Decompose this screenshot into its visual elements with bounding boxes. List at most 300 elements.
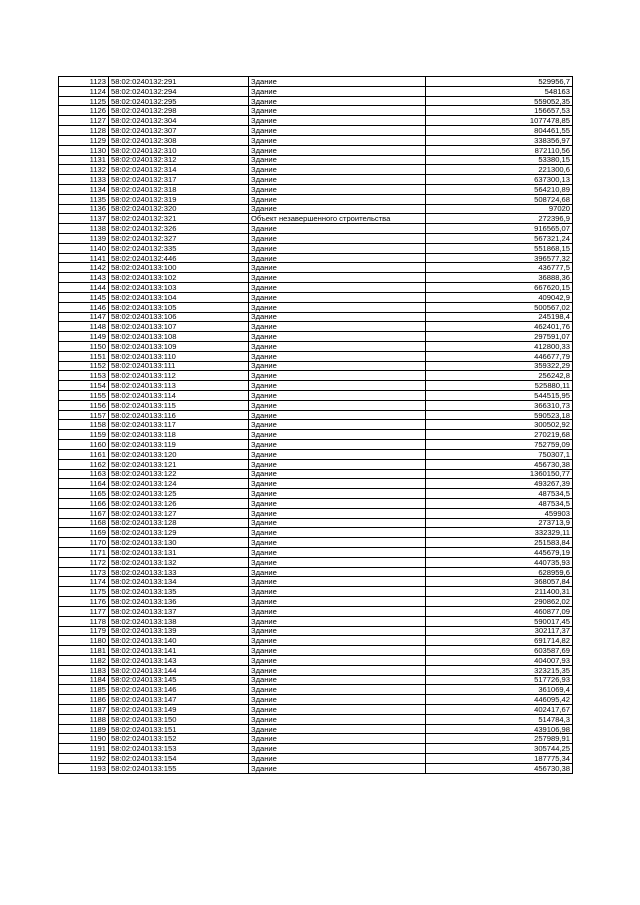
row-number-cell: 1131 bbox=[59, 155, 109, 165]
object-type-cell: Здание bbox=[249, 371, 426, 381]
object-type-cell: Здание bbox=[249, 106, 426, 116]
row-number-cell: 1158 bbox=[59, 420, 109, 430]
cadastral-number-cell: 58:02:0240133:127 bbox=[109, 508, 249, 518]
object-type-cell: Здание bbox=[249, 175, 426, 185]
object-type-cell: Здание bbox=[249, 86, 426, 96]
cadastral-number-cell: 58:02:0240132:320 bbox=[109, 204, 249, 214]
cadastral-number-cell: 58:02:0240133:120 bbox=[109, 449, 249, 459]
row-number-cell: 1133 bbox=[59, 175, 109, 185]
table-row bbox=[59, 341, 573, 351]
table-row bbox=[59, 126, 573, 136]
object-type-cell: Здание bbox=[249, 351, 426, 361]
table-row bbox=[59, 587, 573, 597]
cadastral-number-cell: 58:02:0240133:128 bbox=[109, 518, 249, 528]
cadastral-number-cell: 58:02:0240132:314 bbox=[109, 165, 249, 175]
object-type-cell: Здание bbox=[249, 616, 426, 626]
cadastral-value-cell: 567321,24 bbox=[426, 234, 573, 244]
row-number-cell: 1176 bbox=[59, 597, 109, 607]
table-row bbox=[59, 646, 573, 656]
cadastral-number-cell: 58:02:0240133:102 bbox=[109, 273, 249, 283]
object-type-cell: Здание bbox=[249, 636, 426, 646]
cadastral-number-cell: 58:02:0240132:321 bbox=[109, 214, 249, 224]
row-number-cell: 1137 bbox=[59, 214, 109, 224]
cadastral-value-cell: 487534,5 bbox=[426, 498, 573, 508]
table-row bbox=[59, 430, 573, 440]
table-row bbox=[59, 724, 573, 734]
cadastral-number-cell: 58:02:0240132:304 bbox=[109, 116, 249, 126]
cadastral-number-cell: 58:02:0240132:317 bbox=[109, 175, 249, 185]
object-type-cell: Здание bbox=[249, 498, 426, 508]
row-number-cell: 1136 bbox=[59, 204, 109, 214]
object-type-cell: Здание bbox=[249, 243, 426, 253]
row-number-cell: 1152 bbox=[59, 361, 109, 371]
row-number-cell: 1160 bbox=[59, 440, 109, 450]
row-number-cell: 1147 bbox=[59, 312, 109, 322]
table-row bbox=[59, 184, 573, 194]
cadastral-value-cell: 436777,5 bbox=[426, 263, 573, 273]
row-number-cell: 1139 bbox=[59, 234, 109, 244]
cadastral-number-cell: 58:02:0240133:145 bbox=[109, 675, 249, 685]
row-number-cell: 1124 bbox=[59, 86, 109, 96]
object-type-cell: Здание bbox=[249, 224, 426, 234]
object-type-cell: Здание bbox=[249, 96, 426, 106]
object-type-cell: Здание bbox=[249, 322, 426, 332]
cadastral-value-cell: 446677,79 bbox=[426, 351, 573, 361]
cadastral-value-cell: 517726,93 bbox=[426, 675, 573, 685]
cadastral-value-cell: 211400,31 bbox=[426, 587, 573, 597]
object-type-cell: Здание bbox=[249, 548, 426, 558]
row-number-cell: 1123 bbox=[59, 77, 109, 87]
object-type-cell: Здание bbox=[249, 567, 426, 577]
object-type-cell: Здание bbox=[249, 253, 426, 263]
cadastral-number-cell: 58:02:0240133:153 bbox=[109, 744, 249, 754]
row-number-cell: 1181 bbox=[59, 646, 109, 656]
table-row bbox=[59, 371, 573, 381]
table-row bbox=[59, 175, 573, 185]
cadastral-number-cell: 58:02:0240133:136 bbox=[109, 597, 249, 607]
object-type-cell: Здание bbox=[249, 263, 426, 273]
object-type-cell: Здание bbox=[249, 459, 426, 469]
table-row bbox=[59, 86, 573, 96]
object-type-cell: Здание bbox=[249, 292, 426, 302]
object-type-cell: Здание bbox=[249, 665, 426, 675]
table-body bbox=[59, 77, 573, 774]
table-row bbox=[59, 508, 573, 518]
table-row bbox=[59, 479, 573, 489]
cadastral-value-cell: 245198,4 bbox=[426, 312, 573, 322]
object-type-cell: Здание bbox=[249, 410, 426, 420]
cadastral-value-cell: 221300,6 bbox=[426, 165, 573, 175]
cadastral-number-cell: 58:02:0240132:319 bbox=[109, 194, 249, 204]
table-row bbox=[59, 194, 573, 204]
object-type-cell: Здание bbox=[249, 744, 426, 754]
table-row bbox=[59, 449, 573, 459]
table-row bbox=[59, 283, 573, 293]
row-number-cell: 1127 bbox=[59, 116, 109, 126]
cadastral-value-cell: 603587,69 bbox=[426, 646, 573, 656]
cadastral-number-cell: 58:02:0240133:115 bbox=[109, 400, 249, 410]
row-number-cell: 1141 bbox=[59, 253, 109, 263]
cadastral-value-cell: 548163 bbox=[426, 86, 573, 96]
cadastral-value-cell: 544515,95 bbox=[426, 391, 573, 401]
cadastral-number-cell: 58:02:0240133:108 bbox=[109, 332, 249, 342]
object-type-cell: Здание bbox=[249, 430, 426, 440]
cadastral-value-cell: 445679,19 bbox=[426, 548, 573, 558]
cadastral-number-cell: 58:02:0240133:150 bbox=[109, 714, 249, 724]
cadastral-number-cell: 58:02:0240133:141 bbox=[109, 646, 249, 656]
row-number-cell: 1170 bbox=[59, 538, 109, 548]
row-number-cell: 1154 bbox=[59, 381, 109, 391]
row-number-cell: 1192 bbox=[59, 754, 109, 764]
object-type-cell: Здание bbox=[249, 606, 426, 616]
cadastral-value-cell: 300502,92 bbox=[426, 420, 573, 430]
table-row bbox=[59, 489, 573, 499]
cadastral-value-cell: 440735,93 bbox=[426, 557, 573, 567]
cadastral-value-cell: 338356,97 bbox=[426, 135, 573, 145]
object-type-cell: Здание bbox=[249, 518, 426, 528]
cadastral-number-cell: 58:02:0240133:140 bbox=[109, 636, 249, 646]
object-type-cell: Здание bbox=[249, 754, 426, 764]
table-row bbox=[59, 606, 573, 616]
object-type-cell: Здание bbox=[249, 538, 426, 548]
table-row bbox=[59, 155, 573, 165]
cadastral-value-cell: 590523,18 bbox=[426, 410, 573, 420]
cadastral-value-cell: 508724,68 bbox=[426, 194, 573, 204]
cadastral-number-cell: 58:02:0240132:326 bbox=[109, 224, 249, 234]
row-number-cell: 1140 bbox=[59, 243, 109, 253]
cadastral-value-cell: 272396,9 bbox=[426, 214, 573, 224]
object-type-cell: Объект незавершенного строительства bbox=[249, 214, 426, 224]
cadastral-number-cell: 58:02:0240132:312 bbox=[109, 155, 249, 165]
cadastral-number-cell: 58:02:0240132:446 bbox=[109, 253, 249, 263]
row-number-cell: 1125 bbox=[59, 96, 109, 106]
row-number-cell: 1186 bbox=[59, 695, 109, 705]
row-number-cell: 1159 bbox=[59, 430, 109, 440]
cadastral-value-cell: 36888,36 bbox=[426, 273, 573, 283]
row-number-cell: 1180 bbox=[59, 636, 109, 646]
cadastral-number-cell: 58:02:0240133:138 bbox=[109, 616, 249, 626]
cadastral-value-cell: 590017,45 bbox=[426, 616, 573, 626]
cadastral-value-cell: 256242,8 bbox=[426, 371, 573, 381]
cadastral-value-cell: 97020 bbox=[426, 204, 573, 214]
cadastral-value-cell: 305744,25 bbox=[426, 744, 573, 754]
table-row bbox=[59, 685, 573, 695]
cadastral-value-cell: 273713,9 bbox=[426, 518, 573, 528]
object-type-cell: Здание bbox=[249, 646, 426, 656]
cadastral-number-cell: 58:02:0240133:133 bbox=[109, 567, 249, 577]
cadastral-number-cell: 58:02:0240133:135 bbox=[109, 587, 249, 597]
cadastral-value-cell: 368057,84 bbox=[426, 577, 573, 587]
table-row bbox=[59, 253, 573, 263]
cadastral-number-cell: 58:02:0240133:107 bbox=[109, 322, 249, 332]
cadastral-value-cell: 462401,76 bbox=[426, 322, 573, 332]
cadastral-value-cell: 691714,82 bbox=[426, 636, 573, 646]
cadastral-number-cell: 58:02:0240132:294 bbox=[109, 86, 249, 96]
table-row bbox=[59, 440, 573, 450]
row-number-cell: 1153 bbox=[59, 371, 109, 381]
cadastral-value-cell: 439106,98 bbox=[426, 724, 573, 734]
table-row bbox=[59, 106, 573, 116]
cadastral-value-cell: 916565,07 bbox=[426, 224, 573, 234]
table-row bbox=[59, 754, 573, 764]
cadastral-value-cell: 500567,02 bbox=[426, 302, 573, 312]
cadastral-value-cell: 460877,09 bbox=[426, 606, 573, 616]
object-type-cell: Здание bbox=[249, 204, 426, 214]
cadastral-number-cell: 58:02:0240133:100 bbox=[109, 263, 249, 273]
cadastral-number-cell: 58:02:0240133:124 bbox=[109, 479, 249, 489]
cadastral-value-cell: 404007,93 bbox=[426, 655, 573, 665]
object-type-cell: Здание bbox=[249, 440, 426, 450]
cadastral-number-cell: 58:02:0240132:291 bbox=[109, 77, 249, 87]
object-type-cell: Здание bbox=[249, 714, 426, 724]
cadastral-number-cell: 58:02:0240133:139 bbox=[109, 626, 249, 636]
table-row bbox=[59, 420, 573, 430]
object-type-cell: Здание bbox=[249, 126, 426, 136]
cadastral-number-cell: 58:02:0240132:318 bbox=[109, 184, 249, 194]
cadastral-number-cell: 58:02:0240133:137 bbox=[109, 606, 249, 616]
table-row bbox=[59, 469, 573, 479]
cadastral-value-cell: 514784,3 bbox=[426, 714, 573, 724]
row-number-cell: 1168 bbox=[59, 518, 109, 528]
cadastral-number-cell: 58:02:0240133:131 bbox=[109, 548, 249, 558]
table-row bbox=[59, 567, 573, 577]
cadastral-value-cell: 456730,38 bbox=[426, 459, 573, 469]
cadastral-value-cell: 402417,67 bbox=[426, 705, 573, 715]
object-type-cell: Здание bbox=[249, 587, 426, 597]
cadastral-number-cell: 58:02:0240133:116 bbox=[109, 410, 249, 420]
row-number-cell: 1177 bbox=[59, 606, 109, 616]
object-type-cell: Здание bbox=[249, 528, 426, 538]
row-number-cell: 1144 bbox=[59, 283, 109, 293]
table-row bbox=[59, 734, 573, 744]
object-type-cell: Здание bbox=[249, 400, 426, 410]
table-row bbox=[59, 312, 573, 322]
cadastral-number-cell: 58:02:0240132:308 bbox=[109, 135, 249, 145]
cadastral-number-cell: 58:02:0240132:310 bbox=[109, 145, 249, 155]
row-number-cell: 1155 bbox=[59, 391, 109, 401]
cadastral-number-cell: 58:02:0240133:152 bbox=[109, 734, 249, 744]
cadastral-value-cell: 459903 bbox=[426, 508, 573, 518]
table-row bbox=[59, 705, 573, 715]
row-number-cell: 1161 bbox=[59, 449, 109, 459]
cadastral-value-cell: 752759,09 bbox=[426, 440, 573, 450]
table-row bbox=[59, 675, 573, 685]
row-number-cell: 1150 bbox=[59, 341, 109, 351]
cadastral-value-cell: 628959,6 bbox=[426, 567, 573, 577]
cadastral-number-cell: 58:02:0240133:132 bbox=[109, 557, 249, 567]
cadastral-value-cell: 1360150,77 bbox=[426, 469, 573, 479]
cadastral-number-cell: 58:02:0240133:151 bbox=[109, 724, 249, 734]
cadastral-number-cell: 58:02:0240133:125 bbox=[109, 489, 249, 499]
cadastral-number-cell: 58:02:0240133:154 bbox=[109, 754, 249, 764]
table-row bbox=[59, 498, 573, 508]
cadastral-number-cell: 58:02:0240133:110 bbox=[109, 351, 249, 361]
object-type-cell: Здание bbox=[249, 705, 426, 715]
row-number-cell: 1162 bbox=[59, 459, 109, 469]
cadastral-number-cell: 58:02:0240133:106 bbox=[109, 312, 249, 322]
table-row bbox=[59, 763, 573, 773]
cadastral-value-cell: 409042,9 bbox=[426, 292, 573, 302]
object-type-cell: Здание bbox=[249, 479, 426, 489]
cadastral-value-cell: 302117,37 bbox=[426, 626, 573, 636]
cadastral-value-cell: 667620,15 bbox=[426, 283, 573, 293]
table-row bbox=[59, 135, 573, 145]
table-row bbox=[59, 597, 573, 607]
object-type-cell: Здание bbox=[249, 184, 426, 194]
row-number-cell: 1146 bbox=[59, 302, 109, 312]
row-number-cell: 1190 bbox=[59, 734, 109, 744]
table-row bbox=[59, 655, 573, 665]
row-number-cell: 1135 bbox=[59, 194, 109, 204]
cadastral-number-cell: 58:02:0240133:121 bbox=[109, 459, 249, 469]
object-type-cell: Здание bbox=[249, 165, 426, 175]
object-type-cell: Здание bbox=[249, 557, 426, 567]
object-type-cell: Здание bbox=[249, 155, 426, 165]
cadastral-value-cell: 297591,07 bbox=[426, 332, 573, 342]
table-row bbox=[59, 332, 573, 342]
cadastral-value-table bbox=[58, 76, 573, 774]
table-row bbox=[59, 616, 573, 626]
object-type-cell: Здание bbox=[249, 489, 426, 499]
object-type-cell: Здание bbox=[249, 341, 426, 351]
table-row bbox=[59, 273, 573, 283]
table-row bbox=[59, 744, 573, 754]
cadastral-number-cell: 58:02:0240133:103 bbox=[109, 283, 249, 293]
row-number-cell: 1174 bbox=[59, 577, 109, 587]
row-number-cell: 1126 bbox=[59, 106, 109, 116]
table-row bbox=[59, 557, 573, 567]
row-number-cell: 1173 bbox=[59, 567, 109, 577]
object-type-cell: Здание bbox=[249, 381, 426, 391]
cadastral-number-cell: 58:02:0240133:118 bbox=[109, 430, 249, 440]
row-number-cell: 1169 bbox=[59, 528, 109, 538]
object-type-cell: Здание bbox=[249, 734, 426, 744]
row-number-cell: 1165 bbox=[59, 489, 109, 499]
cadastral-number-cell: 58:02:0240133:111 bbox=[109, 361, 249, 371]
table-row bbox=[59, 243, 573, 253]
cadastral-number-cell: 58:02:0240133:143 bbox=[109, 655, 249, 665]
row-number-cell: 1143 bbox=[59, 273, 109, 283]
table-row bbox=[59, 548, 573, 558]
cadastral-number-cell: 58:02:0240133:149 bbox=[109, 705, 249, 715]
row-number-cell: 1187 bbox=[59, 705, 109, 715]
object-type-cell: Здание bbox=[249, 194, 426, 204]
object-type-cell: Здание bbox=[249, 273, 426, 283]
cadastral-value-cell: 529956,7 bbox=[426, 77, 573, 87]
object-type-cell: Здание bbox=[249, 116, 426, 126]
cadastral-value-cell: 396577,32 bbox=[426, 253, 573, 263]
table-row bbox=[59, 459, 573, 469]
object-type-cell: Здание bbox=[249, 302, 426, 312]
table-row bbox=[59, 391, 573, 401]
row-number-cell: 1188 bbox=[59, 714, 109, 724]
cadastral-number-cell: 58:02:0240133:122 bbox=[109, 469, 249, 479]
cadastral-number-cell: 58:02:0240132:327 bbox=[109, 234, 249, 244]
cadastral-value-cell: 564210,89 bbox=[426, 184, 573, 194]
row-number-cell: 1178 bbox=[59, 616, 109, 626]
object-type-cell: Здание bbox=[249, 145, 426, 155]
object-type-cell: Здание bbox=[249, 283, 426, 293]
cadastral-value-cell: 366310,73 bbox=[426, 400, 573, 410]
table-row bbox=[59, 665, 573, 675]
row-number-cell: 1156 bbox=[59, 400, 109, 410]
row-number-cell: 1164 bbox=[59, 479, 109, 489]
cadastral-number-cell: 58:02:0240133:146 bbox=[109, 685, 249, 695]
table-row bbox=[59, 626, 573, 636]
table-row bbox=[59, 214, 573, 224]
cadastral-number-cell: 58:02:0240133:134 bbox=[109, 577, 249, 587]
row-number-cell: 1166 bbox=[59, 498, 109, 508]
row-number-cell: 1167 bbox=[59, 508, 109, 518]
cadastral-number-cell: 58:02:0240133:130 bbox=[109, 538, 249, 548]
cadastral-value-cell: 446095,42 bbox=[426, 695, 573, 705]
table-row bbox=[59, 518, 573, 528]
row-number-cell: 1179 bbox=[59, 626, 109, 636]
object-type-cell: Здание bbox=[249, 77, 426, 87]
object-type-cell: Здание bbox=[249, 391, 426, 401]
row-number-cell: 1189 bbox=[59, 724, 109, 734]
cadastral-number-cell: 58:02:0240133:114 bbox=[109, 391, 249, 401]
cadastral-value-cell: 804461,55 bbox=[426, 126, 573, 136]
cadastral-value-cell: 525880,11 bbox=[426, 381, 573, 391]
cadastral-value-cell: 1077478,85 bbox=[426, 116, 573, 126]
row-number-cell: 1145 bbox=[59, 292, 109, 302]
row-number-cell: 1172 bbox=[59, 557, 109, 567]
row-number-cell: 1184 bbox=[59, 675, 109, 685]
cadastral-value-cell: 323215,35 bbox=[426, 665, 573, 675]
cadastral-value-cell: 872110,56 bbox=[426, 145, 573, 155]
row-number-cell: 1175 bbox=[59, 587, 109, 597]
object-type-cell: Здание bbox=[249, 695, 426, 705]
object-type-cell: Здание bbox=[249, 449, 426, 459]
cadastral-number-cell: 58:02:0240133:112 bbox=[109, 371, 249, 381]
row-number-cell: 1171 bbox=[59, 548, 109, 558]
cadastral-number-cell: 58:02:0240133:104 bbox=[109, 292, 249, 302]
row-number-cell: 1138 bbox=[59, 224, 109, 234]
cadastral-value-cell: 270219,68 bbox=[426, 430, 573, 440]
cadastral-value-cell: 559052,35 bbox=[426, 96, 573, 106]
row-number-cell: 1193 bbox=[59, 763, 109, 773]
table-row bbox=[59, 538, 573, 548]
object-type-cell: Здание bbox=[249, 626, 426, 636]
cadastral-value-cell: 487534,5 bbox=[426, 489, 573, 499]
object-type-cell: Здание bbox=[249, 508, 426, 518]
table-row bbox=[59, 263, 573, 273]
object-type-cell: Здание bbox=[249, 469, 426, 479]
cadastral-number-cell: 58:02:0240132:307 bbox=[109, 126, 249, 136]
object-type-cell: Здание bbox=[249, 675, 426, 685]
cadastral-value-cell: 332329,11 bbox=[426, 528, 573, 538]
row-number-cell: 1185 bbox=[59, 685, 109, 695]
cadastral-value-cell: 359322,29 bbox=[426, 361, 573, 371]
object-type-cell: Здание bbox=[249, 135, 426, 145]
cadastral-number-cell: 58:02:0240133:105 bbox=[109, 302, 249, 312]
row-number-cell: 1157 bbox=[59, 410, 109, 420]
object-type-cell: Здание bbox=[249, 420, 426, 430]
object-type-cell: Здание bbox=[249, 234, 426, 244]
cadastral-value-cell: 551868,15 bbox=[426, 243, 573, 253]
object-type-cell: Здание bbox=[249, 597, 426, 607]
table-row bbox=[59, 145, 573, 155]
table-row bbox=[59, 636, 573, 646]
cadastral-value-cell: 750307,1 bbox=[426, 449, 573, 459]
object-type-cell: Здание bbox=[249, 332, 426, 342]
row-number-cell: 1149 bbox=[59, 332, 109, 342]
object-type-cell: Здание bbox=[249, 655, 426, 665]
table-row bbox=[59, 695, 573, 705]
cadastral-value-cell: 456730,38 bbox=[426, 763, 573, 773]
table-row bbox=[59, 292, 573, 302]
